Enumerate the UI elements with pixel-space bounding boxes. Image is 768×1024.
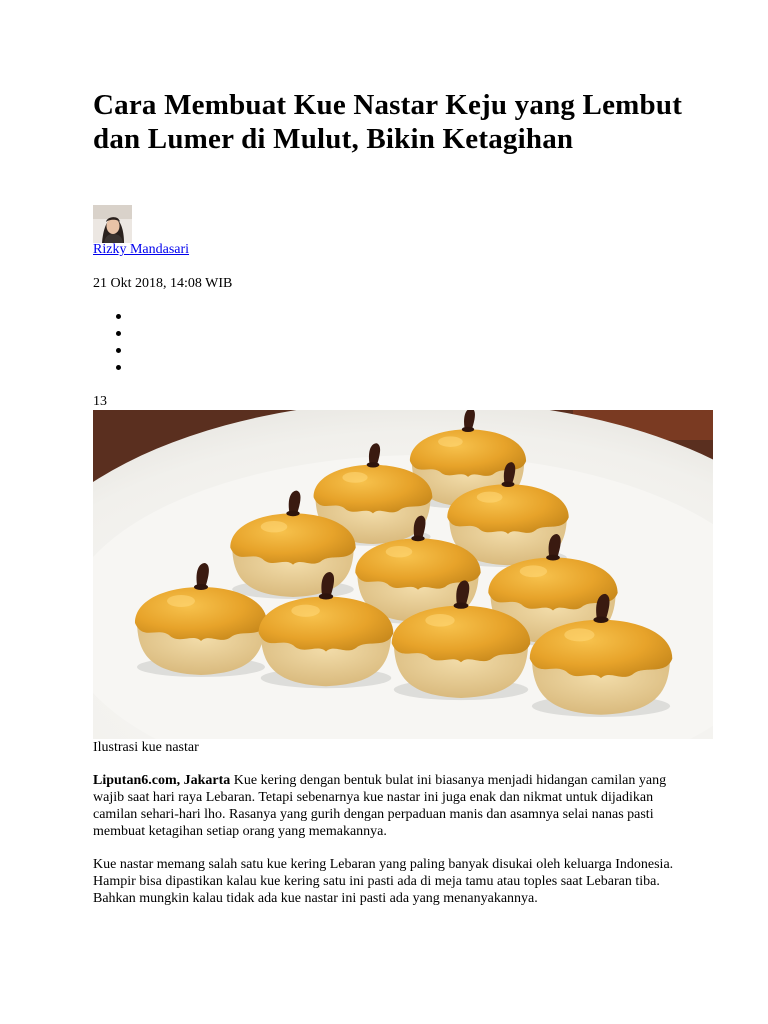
- bullet-icon: [116, 348, 121, 353]
- share-list: [93, 308, 133, 376]
- bullet-icon: [116, 331, 121, 336]
- share-item[interactable]: [93, 342, 133, 359]
- comment-count[interactable]: 13: [93, 394, 107, 409]
- nastar-cookies-image: [93, 410, 713, 739]
- share-item[interactable]: [93, 325, 133, 342]
- avatar-photo: [93, 205, 132, 243]
- share-item[interactable]: [93, 308, 133, 325]
- article-title: Cara Membuat Kue Nastar Keju yang Lembut dan Lumer di Mulut, Bikin Ketagihan: [93, 89, 683, 155]
- paragraph: Kue nastar memang salah satu kue kering Lebaran yang paling banyak disukai oleh keluarga Indonesia. Hampir bisa dipastikan kalau kue kering satu ini pasti ada di meja tamu atau toples saat Lebaran tiba. Bahkan mungkin kalau tidak ada kue nastar ini pasti ada yang menanyakannya.: [93, 857, 674, 906]
- bullet-icon: [116, 365, 121, 370]
- paragraph: [93, 772, 683, 840]
- article-photo: [93, 410, 713, 739]
- share-item[interactable]: [93, 359, 133, 376]
- author-link[interactable]: Rizky Mandasari: [93, 242, 190, 257]
- bullet-icon: [116, 314, 121, 319]
- image-caption: Ilustrasi kue nastar: [93, 740, 199, 755]
- lead-source: Liputan6.com, Jakarta: [93, 773, 231, 788]
- paragraph-text: Kue kering dengan bentuk bulat ini biasanya menjadi hidangan camilan yang wajib saat hari raya Lebaran. Tetapi sebenarnya kue nastar ini juga enak dan nikmat untuk dijadikan camilan sehari-hari lho. Rasanya yang gurih dengan perpaduan manis dan asamnya selai nanas pasti membuat ketagihan setiap orang yang memakannya.: [93, 773, 667, 839]
- publish-date: 21 Okt 2018, 14:08 WIB: [93, 276, 233, 291]
- author-avatar[interactable]: [93, 205, 132, 243]
